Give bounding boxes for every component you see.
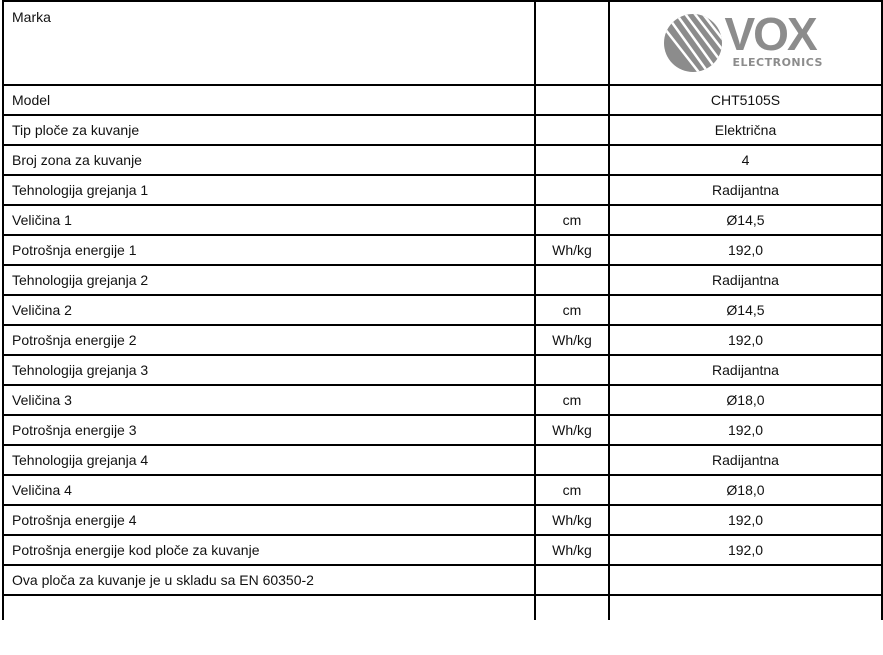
row-label: Potrošnja energije 2 [3,325,535,355]
table-row [3,295,882,325]
table-row [3,175,882,205]
row-value: Radijantna [609,175,882,205]
row-unit [535,115,609,145]
row-unit: cm [535,475,609,505]
row-unit [535,175,609,205]
row-unit: Wh/kg [535,505,609,535]
row-unit: Wh/kg [535,415,609,445]
row-label: Veličina 2 [3,295,535,325]
row-value: 192,0 [609,535,882,565]
brand-row [3,1,882,85]
row-unit [535,445,609,475]
row-label: Model [3,85,535,115]
vox-logo-subtitle: ELECTRONICS [732,56,823,69]
row-value [609,565,882,595]
row-value: Električna [609,115,882,145]
table-row [3,505,882,535]
row-label: Ova ploča za kuvanje je u skladu sa EN 60350-2 [3,565,535,595]
row-unit: cm [535,295,609,325]
row-value: Radijantna [609,445,882,475]
table-row [3,565,882,595]
table-row [3,265,882,295]
table-row [3,85,882,115]
row-label [3,595,535,620]
row-unit [535,145,609,175]
spec-table-body [3,1,882,620]
row-value [609,595,882,620]
row-unit: Wh/kg [535,325,609,355]
table-row [3,205,882,235]
row-value: Radijantna [609,355,882,385]
row-unit [535,595,609,620]
row-label: Veličina 1 [3,205,535,235]
row-value: CHT5105S [609,85,882,115]
brand-unit-cell [535,1,609,85]
row-value: 192,0 [609,235,882,265]
row-unit [535,565,609,595]
row-label: Potrošnja energije 1 [3,235,535,265]
brand-logo-cell [609,1,882,85]
vox-logo-word: VOX [724,8,816,60]
row-label: Potrošnja energije kod ploče za kuvanje [3,535,535,565]
vox-logo [661,9,831,75]
row-label: Potrošnja energije 3 [3,415,535,445]
row-value: Ø18,0 [609,385,882,415]
row-value: Radijantna [609,265,882,295]
row-label: Tip ploče za kuvanje [3,115,535,145]
table-row [3,445,882,475]
table-row [3,235,882,265]
row-unit: cm [535,205,609,235]
table-row [3,145,882,175]
table-row [3,325,882,355]
spec-table [2,0,883,620]
table-row [3,595,882,620]
row-unit: Wh/kg [535,535,609,565]
row-value: Ø14,5 [609,295,882,325]
row-value: 192,0 [609,505,882,535]
brand-label: Marka [3,1,535,85]
row-unit [535,265,609,295]
row-label: Tehnologija grejanja 4 [3,445,535,475]
row-label: Potrošnja energije 4 [3,505,535,535]
table-row [3,415,882,445]
row-value: Ø14,5 [609,205,882,235]
row-label: Tehnologija grejanja 1 [3,175,535,205]
row-value: 4 [609,145,882,175]
row-label: Veličina 4 [3,475,535,505]
row-unit [535,85,609,115]
row-unit: Wh/kg [535,235,609,265]
row-value: Ø18,0 [609,475,882,505]
table-row [3,115,882,145]
row-label: Broj zona za kuvanje [3,145,535,175]
row-unit [535,355,609,385]
row-label: Tehnologija grejanja 3 [3,355,535,385]
row-label: Tehnologija grejanja 2 [3,265,535,295]
row-value: 192,0 [609,415,882,445]
row-label: Veličina 3 [3,385,535,415]
table-row [3,355,882,385]
row-value: 192,0 [609,325,882,355]
row-unit: cm [535,385,609,415]
table-row [3,535,882,565]
table-row [3,385,882,415]
table-row [3,475,882,505]
